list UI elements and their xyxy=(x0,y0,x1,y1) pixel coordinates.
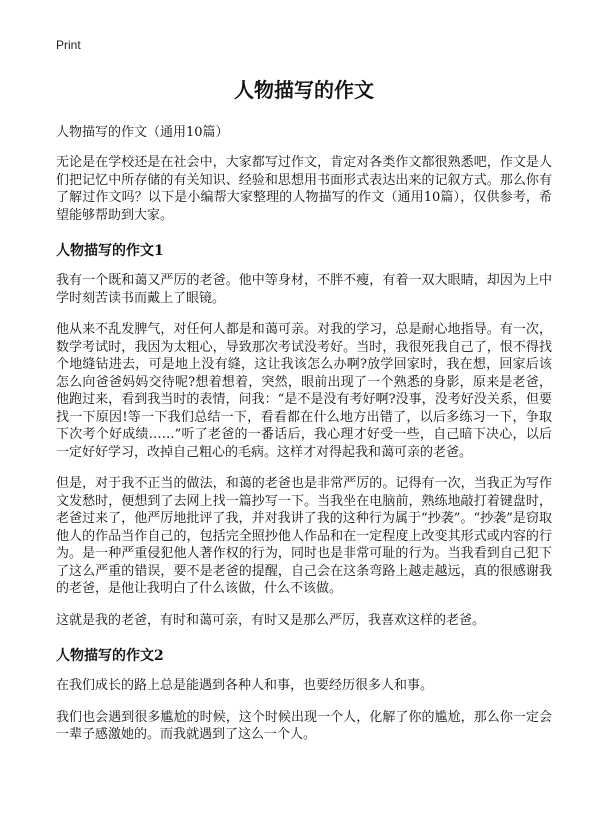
section-2-paragraph-2: 我们也会遇到很多尴尬的时候，这个时候出现一个人，化解了你的尴尬，那么你一定会一辈子感激她的。而我就遇到了这么一个人。 xyxy=(56,709,552,742)
section-1-paragraph-3: 但是，对于我不正当的做法，和蔼的老爸也是非常严厉的。记得有一次，当我正为写作文发愁时，便想到了去网上找一篇抄写一下。当我坐在电脑前，熟练地敲打着键盘时，老爸过来了，他严厉地批评了我，并对我讲了我的这种行为属于“抄袭”。“抄袭”是窃取他人的作品当作自己的，包括完全照抄他人作品和在一定程度上改变其形式或内容的行为。是一种严重侵犯他人著作权的行为，同时也是非常可耻的行为。当我看到自己犯下了这么严重的错误，要不是老爸的提醒，自己会在这条弯路上越走越远，真的很感谢我的老爸，是他让我明白了什么该做，什么不该做。 xyxy=(56,476,552,596)
section-heading-2: 人物描写的作文2 xyxy=(56,648,164,664)
section-1-paragraph-1: 我有一个既和蔼又严厉的老爸。他中等身材，不胖不瘦，有着一双大眼睛，却因为上中学时刻苦读书而戴上了眼镜。 xyxy=(56,273,552,306)
print-link[interactable]: Print xyxy=(56,38,81,52)
section-2-paragraph-1: 在我们成长的路上总是能遇到各种人和事，也要经历很多人和事。 xyxy=(56,678,434,693)
intro-paragraph: 无论是在学校还是在社会中，大家都写过作文，肯定对各类作文都很熟悉吧，作文是人们把记忆中所存储的有关知识、经验和思想用书面形式表达出来的记叙方式。那么你有了解过作文吗？以下是小编帮大家整理的人物描写的作文（通用10篇），仅供参考，希望能够帮助到大家。 xyxy=(56,155,552,223)
section-heading-1: 人物描写的作文1 xyxy=(56,243,164,259)
section-1-paragraph-4: 这就是我的老爸，有时和蔼可亲，有时又是那么严厉，我喜欢这样的老爸。 xyxy=(56,612,486,628)
section-1-paragraph-2: 他从来不乱发脾气，对任何人都是和蔼可亲。对我的学习，总是耐心地指导。有一次，数学考试时，我因为太粗心，导致那次考试没考好。当时，我很死我自己了，恨不得找个地缝钻进去，可是地上没有缝，这让我该怎么办啊?放学回家时，我在想，回家后该怎么向爸爸妈妈交待呢?想着想着，突然，眼前出现了一个熟悉的身影，原来是老爸，他跑过来，看到我当时的表情，问我：“是不是没有考好啊?没事，没考好没关系，但要找一下原因!等一下我们总结一下，看看都在什么地方出错了，以后多练习一下，争取下次考个好成绩……”听了老爸的一番话后，我心理才好受一些，自己暗下决心，以后一定好好学习，改掉自己粗心的毛病。这样才对得起我和蔼可亲的老爸。 xyxy=(56,322,552,460)
page-title: 人物描写的作文 xyxy=(234,78,374,102)
document-subtitle: 人物描写的作文（通用10篇） xyxy=(56,125,229,140)
